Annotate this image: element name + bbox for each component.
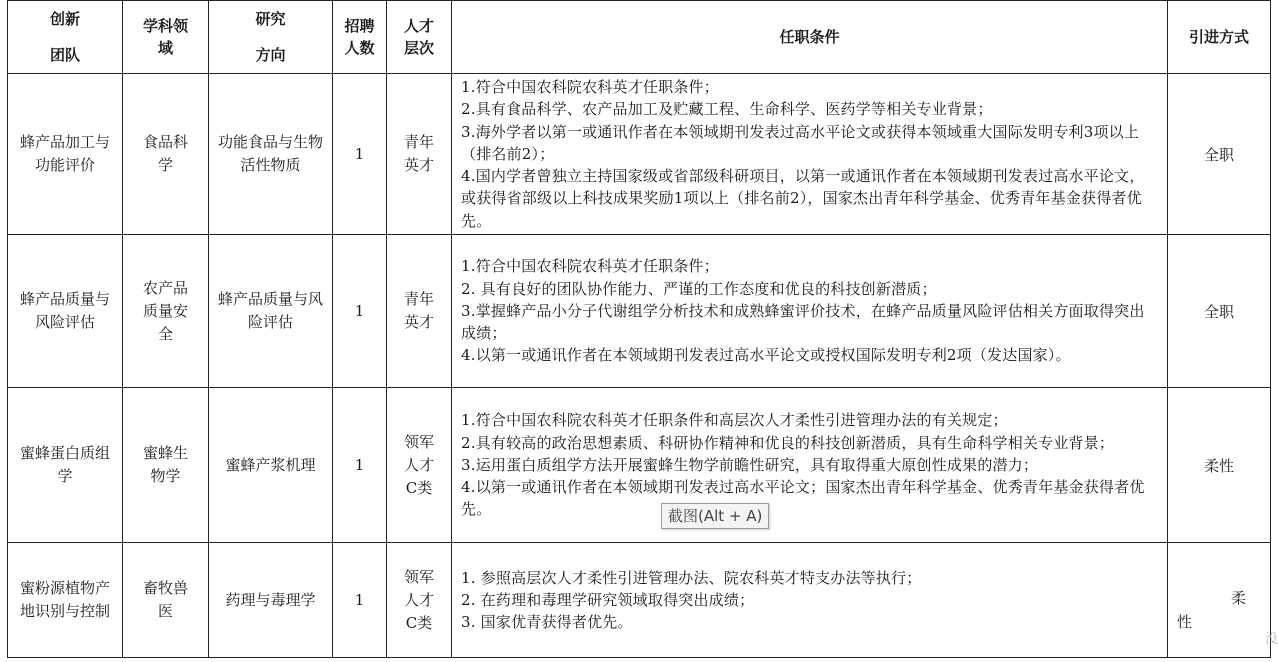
requirement-item: 2.具有食品科学、农产品加工及贮藏工程、生命科学、医药学等相关专业背景； [461, 100, 993, 119]
table-row [8, 388, 1271, 543]
cell-count: 1 [333, 388, 387, 543]
requirement-item: 1.符合中国农科院农科英才任职条件； [461, 77, 719, 96]
cell-direction: 药理与毒理学 [209, 543, 333, 658]
cell-requirements [452, 543, 1168, 658]
cell-direction: 蜜蜂产浆机理 [209, 388, 333, 543]
cell-method [1168, 543, 1271, 658]
header-direction-line1: 研究 [255, 10, 286, 28]
header-level: 人才层次 [387, 1, 452, 74]
table-row [8, 74, 1271, 235]
cell-field: 畜牧兽医 [123, 543, 209, 658]
edge-glyph: 没 [1264, 632, 1278, 647]
requirement-item: 4.以第一或通讯作者在本领域期刊发表过高水平论文或授权国际发明专利2项（发达国家）。 [461, 346, 1071, 365]
cell-count: 1 [333, 74, 387, 235]
table-row [8, 543, 1271, 658]
header-requirements: 任职条件 [452, 1, 1168, 74]
cell-count: 1 [333, 235, 387, 388]
header-field: 学科领域 [123, 1, 209, 74]
requirement-item: 3. 国家优青获得者优先。 [461, 613, 633, 632]
cell-direction: 蜂产品质量与风险评估 [209, 235, 333, 388]
cell-field: 蜜蜂生物学 [123, 388, 209, 543]
header-team [8, 1, 123, 74]
method-char: 性 [1177, 613, 1193, 631]
requirement-item: 3.运用蛋白质组学方法开展蜜蜂生物学前瞻性研究，具有取得重大原创性成果的潜力； [461, 455, 1039, 474]
cell-requirements [452, 235, 1168, 388]
cell-requirements [452, 74, 1168, 235]
cell-method: 全职 [1168, 235, 1271, 388]
requirement-item: 3.掌握蜂产品小分子代谢组学分析技术和成熟蜂蜜评价技术，在蜂产品质量风险评估相关方面取得突出成绩； [461, 301, 1145, 343]
cell-level: 青年英才 [387, 74, 452, 235]
header-direction [209, 1, 333, 74]
header-direction-line2: 方向 [255, 46, 286, 64]
cell-level: 青年英才 [387, 235, 452, 388]
header-count: 招聘人数 [333, 1, 387, 74]
cell-team: 蜂产品质量与风险评估 [8, 235, 123, 388]
cell-direction: 功能食品与生物活性物质 [209, 74, 333, 235]
cell-team: 蜜蜂蛋白质组学 [8, 388, 123, 543]
method-char: 柔 [1230, 589, 1246, 607]
cell-level: 领军人才C类 [387, 388, 452, 543]
requirement-item: 1.符合中国农科院农科英才任职条件； [461, 257, 719, 276]
header-row [8, 1, 1271, 74]
cell-requirements [452, 388, 1168, 543]
cell-method: 全职 [1168, 74, 1271, 235]
recruitment-table [7, 0, 1271, 658]
cell-team: 蜂产品加工与功能评价 [8, 74, 123, 235]
cell-field: 食品科学 [123, 74, 209, 235]
header-team-line2: 团队 [49, 46, 80, 64]
table-row [8, 235, 1271, 388]
requirement-item: 2.具有较高的政治思想素质、科研协作精神和优良的科技创新潜质，具有生命科学相关专业背景； [461, 433, 1115, 452]
cell-level: 领军人才C类 [387, 543, 452, 658]
header-method: 引进方式 [1168, 1, 1271, 74]
cell-team: 蜜粉源植物产地识别与控制 [8, 543, 123, 658]
cell-field: 农产品质量安全 [123, 235, 209, 388]
requirement-item: 2. 具有良好的团队协作能力、严谨的工作态度和优良的科技创新潜质； [461, 279, 937, 298]
cell-count: 1 [333, 543, 387, 658]
cell-method: 柔性 [1168, 388, 1271, 543]
screenshot-tooltip: 截图(Alt + A) [661, 503, 769, 529]
requirement-item: 3.海外学者以第一或通讯作者在本领域期刊发表过高水平论文或获得本领域重大国际发明专利3项以上（排名前2）； [461, 122, 1140, 163]
requirement-item: 1.符合中国农科院农科英才任职条件和高层次人才柔性引进管理办法的有关规定； [461, 411, 1008, 430]
requirement-item: 4.国内学者曾独立主持国家级或省部级科研项目，以第一或通讯作者在本领域期刊发表过高水平论文，或获得省部级以上科技成果奖励1项以上（排名前2），国家杰出青年科学基金、优秀青年基金获得者优先。 [461, 167, 1145, 230]
requirement-item: 1. 参照高层次人才柔性引进管理办法、院农科英才特支办法等执行； [461, 568, 922, 587]
requirement-item: 2. 在药理和毒理学研究领域取得突出成绩； [461, 590, 755, 609]
header-team-line1: 创新 [49, 10, 80, 28]
requirement-item: 4.以第一或通讯作者在本领域期刊发表过高水平论文；国家杰出青年科学基金、优秀青年基金获得者优先。 [461, 478, 1145, 519]
